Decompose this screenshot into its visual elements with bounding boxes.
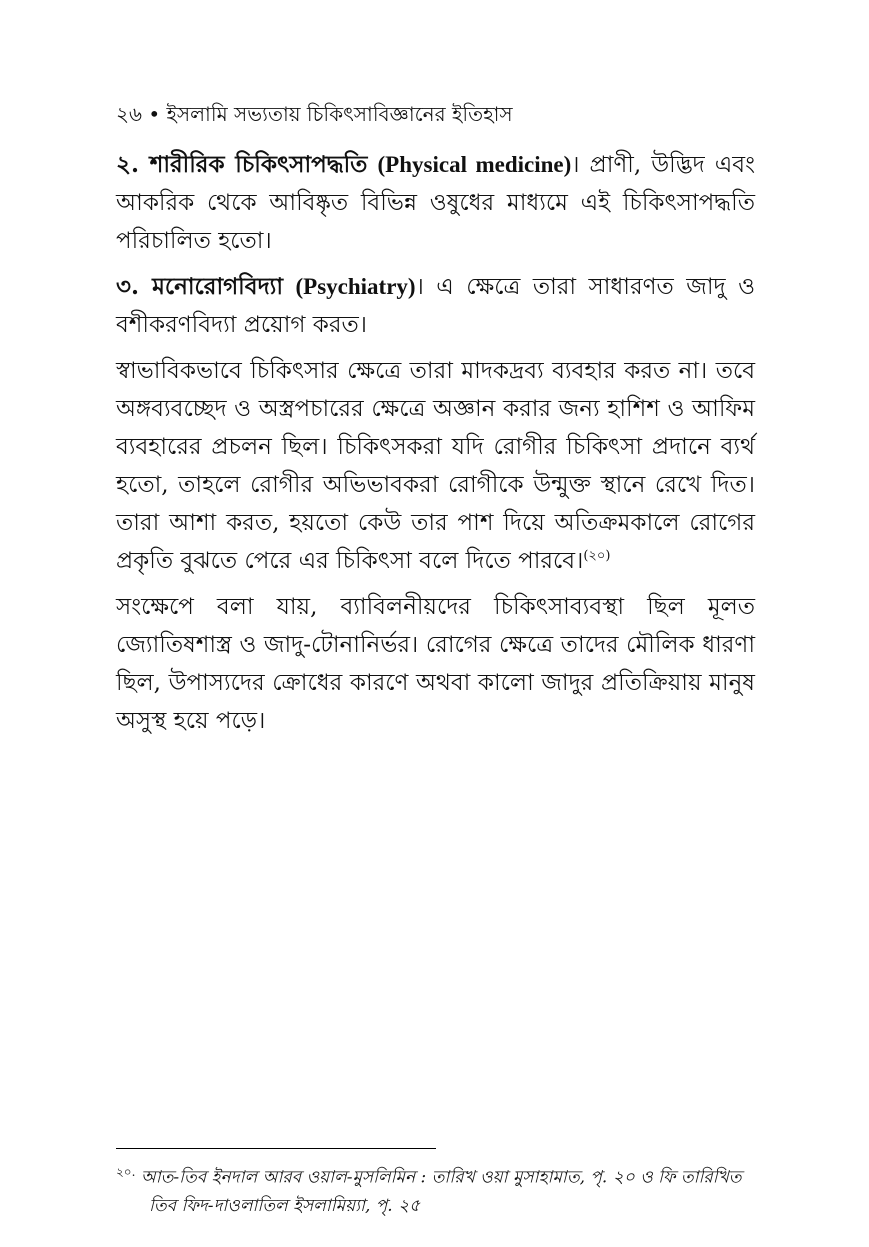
section-heading: ৩. মনোরোগবিদ্যা xyxy=(116,273,283,300)
paragraph-summary xyxy=(116,588,755,740)
footnote-text: তিব ফিদ-দাওলাতিল ইসলামিয়্যা, পৃ. ২৫ xyxy=(149,1195,421,1216)
footnote-line xyxy=(116,1192,766,1220)
footnote-marker: ২০. xyxy=(116,1165,136,1179)
paragraph-treatment-practices xyxy=(116,352,755,580)
section-heading: ২. শারীরিক চিকিৎসাপদ্ধতি xyxy=(116,151,368,178)
paragraph-text: সংক্ষেপে বলা যায়, ব্যাবিলনীয়দের চিকিৎসাব্যবস্থা ছিল মূলত জ্যোতিষশাস্ত্র ও জাদু-টোনানির্ভর। রোগের ক্ষেত্রে তাদের মৌলিক ধারণা ছিল, উপাস্যদের ক্রোধের কারণে অথবা কালো জাদুর প্রতিক্রিয়ায় মানুষ অসুস্থ হয়ে পড়ে। xyxy=(116,594,755,734)
section-heading-english: (Physical medicine) xyxy=(377,152,572,177)
footnote-line xyxy=(116,1158,766,1192)
running-title: ইসলামি সভ্যতায় চিকিৎসাবিজ্ঞানের ইতিহাস xyxy=(166,102,513,126)
section-text: । প্রাণী, উদ্ভিদ এবং আকরিক থেকে আবিষ্কৃত বিভিন্ন ওষুধের মাধ্যমে এই চিকিৎসাপদ্ধতি পরিচালিত হতো। xyxy=(116,152,756,254)
section-psychiatry xyxy=(116,268,755,344)
main-text xyxy=(116,146,755,748)
paragraph-text: স্বাভাবিকভাবে চিকিৎসার ক্ষেত্রে তারা মাদকদ্রব্য ব্যবহার করত না। তবে অঙ্গব্যবচ্ছেদ ও অস্ত্রপচারের ক্ষেত্রে অজ্ঞান করার জন্য হাশিশ ও আফিম ব্যবহারের প্রচলন ছিল। চিকিৎসকরা যদি রোগীর চিকিৎসা প্রদানে ব্যর্থ হতো, তাহলে রোগীর অভিভাবকরা রোগীকে উন্মুক্ত স্থানে রেখে দিত। তারা আশা করত, হয়তো কেউ তার পাশ দিয়ে অতিক্রমকালে রোগের প্রকৃতি বুঝতে পেরে এর চিকিৎসা বলে দিতে পারবে। xyxy=(116,358,755,574)
footnote xyxy=(116,1158,766,1220)
section-heading-english: (Psychiatry) xyxy=(295,274,416,299)
header-separator: • xyxy=(148,102,161,126)
footnote-divider xyxy=(116,1148,436,1149)
section-physical-medicine xyxy=(116,146,755,260)
section-text: । এ ক্ষেত্রে তারা সাধারণত জাদু ও বশীকরণবিদ্যা প্রয়োগ করত। xyxy=(116,274,755,338)
footnote-text: আত-তিব ইনদাল আরব ওয়াল-মুসলিমিন : তারিখ ওয়া মুসাহামাত, পৃ. ২০ ও ফি তারিখিত xyxy=(140,1167,742,1188)
footnote-reference[interactable]: (২০) xyxy=(583,548,611,564)
page-number: ২৬ xyxy=(116,102,143,126)
running-header xyxy=(116,100,756,128)
